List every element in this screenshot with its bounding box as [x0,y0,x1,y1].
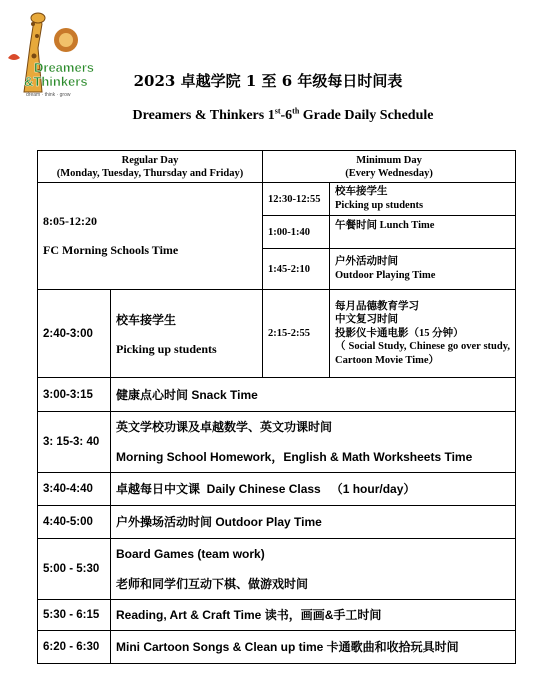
regular-day-header: Regular Day (Monday, Tuesday, Thursday and Friday) [38,151,263,183]
logo-line1: Dreamers [34,60,94,75]
morning-label: FC Morning Schools Time [43,243,179,257]
row-activity: Mini Cartoon Songs & Clean up time 卡通歌曲和收拾玩具时间 [111,631,516,664]
logo-line2: &Thinkers [24,74,88,89]
morning-block [38,183,263,290]
row-time: 5:30 - 6:15 [38,600,111,631]
min-time: 1:00-1:40 [263,216,330,249]
row-activity: 卓越每日中文课 Daily Chinese Class （1 hour/day） [111,473,516,506]
table-row [38,506,516,539]
min-activity: 每月品德教育学习 中文复习时间 投影仪卡通电影（15 分钟） （ Social Study, Chinese go over study, Cartoon Movie Time） [330,290,516,378]
pickup-activity: 校车接学生 Picking up students [111,290,263,378]
minimum-day-header: Minimum Day (Every Wednesday) [263,151,516,183]
table-row [38,600,516,631]
min-time: 1:45-2:10 [263,249,330,290]
pickup-time: 2:40-3:00 [38,290,111,378]
min-activity: 午餐时间 Lunch Time [330,216,516,249]
row-time: 3: 15-3: 40 [38,412,111,473]
schedule-table [37,150,516,664]
row-time: 4:40-5:00 [38,506,111,539]
row-activity: Reading, Art & Craft Time 读书，画画&手工时间 [111,600,516,631]
row-time: 5:00 - 5:30 [38,539,111,600]
row-activity: Board Games (team work) 老师和同学们互动下棋、做游戏时间 [111,539,516,600]
row-activity: 英文学校功课及卓越数学、英文功课时间 Morning School Homework，English & Math Worksheets Time [111,412,516,473]
row-time: 3:40-4:40 [38,473,111,506]
min-activity: 校车接学生 Picking up students [330,183,516,216]
logo-tagline: dream · think · grow [26,92,71,98]
row-activity: 户外操场活动时间 Outdoor Play Time [111,506,516,539]
table-row [38,412,516,473]
min-time: 12:30-12:55 [263,183,330,216]
table-header-row [38,151,516,183]
morning-time: 8:05-12:20 [43,214,97,228]
min-activity: 户外活动时间 Outdoor Playing Time [330,249,516,290]
row-time: 3:00-3:15 [38,378,111,412]
table-row [38,183,516,216]
table-row [38,290,516,378]
table-row [38,473,516,506]
row-time: 6:20 - 6:30 [38,631,111,664]
school-logo [4,6,96,106]
table-row [38,631,516,664]
table-row [38,378,516,412]
min-time: 2:15-2:55 [263,290,330,378]
table-row [38,539,516,600]
title-english: Dreamers & Thinkers 1st-6th Grade Daily Schedule [132,106,434,123]
row-activity: 健康点心时间 Snack Time [111,378,516,412]
title-chinese: 2023 卓越学院 1 至 6 年级每日时间表 [133,72,403,90]
